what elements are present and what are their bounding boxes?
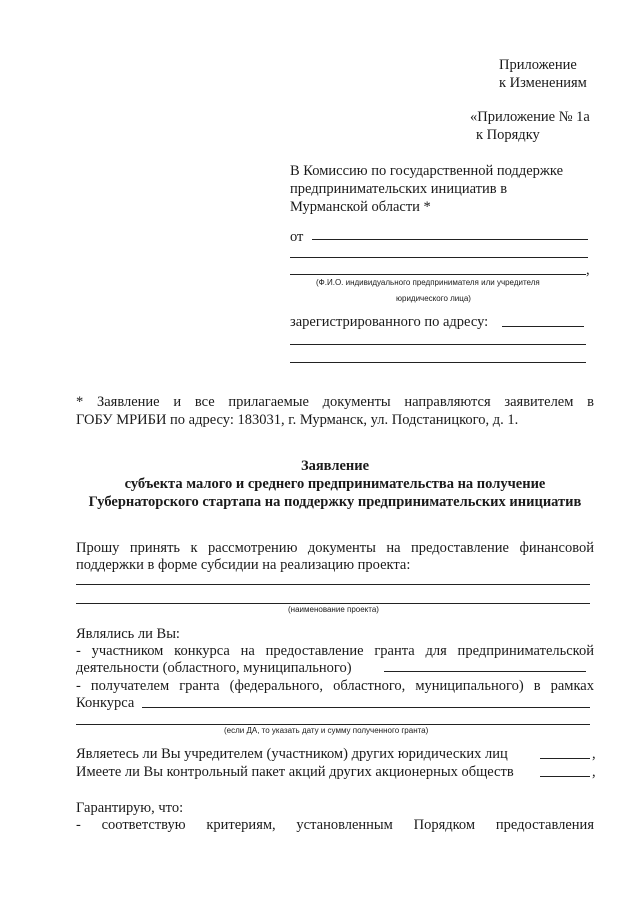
- addressee-line-3: Мурманской области *: [290, 199, 431, 215]
- from-name-field-line[interactable]: [312, 239, 588, 240]
- fio-caption-line-1: (Ф.И.О. индивидуального предпринимателя или учредителя: [316, 278, 540, 287]
- participation-question: Являлись ли Вы:: [76, 626, 180, 642]
- controlling-stake-question: Имеете ли Вы контрольный пакет акций других акционерных обществ: [76, 764, 514, 780]
- project-name-field-line-2[interactable]: [76, 603, 590, 604]
- controlling-stake-comma: ,: [592, 764, 596, 780]
- address-field-line-1[interactable]: [502, 326, 584, 327]
- founder-comma: ,: [592, 746, 596, 762]
- registered-address-label: зарегистрированного по адресу:: [290, 314, 489, 330]
- from-name-field-line-3[interactable]: [290, 274, 586, 275]
- appendix-label: Приложение: [499, 57, 577, 73]
- from-name-field-line-2[interactable]: [290, 257, 588, 258]
- grant-received-field-line-1[interactable]: [142, 707, 590, 708]
- footnote-line-1: * Заявление и все прилагаемые документы направляются заявителем в: [76, 394, 594, 410]
- fio-caption-line-2: юридического лица): [396, 294, 471, 303]
- guarantee-item-1: - соответствую критериям, установленным Порядком предоставления: [76, 817, 594, 833]
- appendix-procedure: к Порядку: [476, 127, 540, 143]
- document-subtitle-line-1: субъекта малого и среднего предпринимательства на получение: [124, 476, 546, 492]
- guarantee-label: Гарантирую, что:: [76, 800, 184, 816]
- appendix-reference: к Изменениям: [499, 75, 587, 91]
- address-field-line-2[interactable]: [290, 344, 586, 345]
- participation-item-1-line-1: - участником конкурса на предоставление гранта для предпринимательской: [76, 643, 594, 659]
- participation-item-2-line-2: Конкурса: [76, 695, 135, 711]
- founder-answer-field[interactable]: [540, 758, 590, 759]
- controlling-stake-answer-field[interactable]: [540, 776, 590, 777]
- participation-item-2-line-1: - получателем гранта (федерального, областного, муниципального) в рамках: [76, 678, 594, 694]
- grant-caption: (если ДА, то указать дату и сумму полученного гранта): [224, 726, 429, 735]
- footnote-line-2: ГОБУ МРИБИ по адресу: 183031, г. Мурманск, ул. Подстаницкого, д. 1.: [76, 412, 519, 428]
- addressee-line-1: В Комиссию по государственной поддержке: [290, 163, 564, 179]
- document-subtitle-line-2: Губернаторского стартапа на поддержку предпринимательских инициатив: [88, 494, 582, 510]
- participation-item-1-line-2: деятельности (областного, муниципального): [76, 660, 352, 676]
- address-field-line-3[interactable]: [290, 362, 586, 363]
- request-line-1: Прошу принять к рассмотрению документы на предоставление финансовой: [76, 540, 594, 556]
- from-label: от: [290, 229, 304, 245]
- document-title: Заявление: [300, 458, 370, 474]
- grant-received-field-line-2[interactable]: [76, 724, 590, 725]
- project-name-caption: (наименование проекта): [288, 605, 379, 614]
- project-name-field-line-1[interactable]: [76, 584, 590, 585]
- addressee-line-2: предпринимательских инициатив в: [290, 181, 508, 197]
- appendix-number: «Приложение № 1а: [470, 109, 590, 125]
- founder-question: Являетесь ли Вы учредителем (участником) других юридических лиц: [76, 746, 508, 762]
- from-comma: ,: [586, 262, 590, 278]
- request-line-2: поддержки в форме субсидии на реализацию проекта:: [76, 557, 411, 573]
- contest-participation-field[interactable]: [384, 671, 586, 672]
